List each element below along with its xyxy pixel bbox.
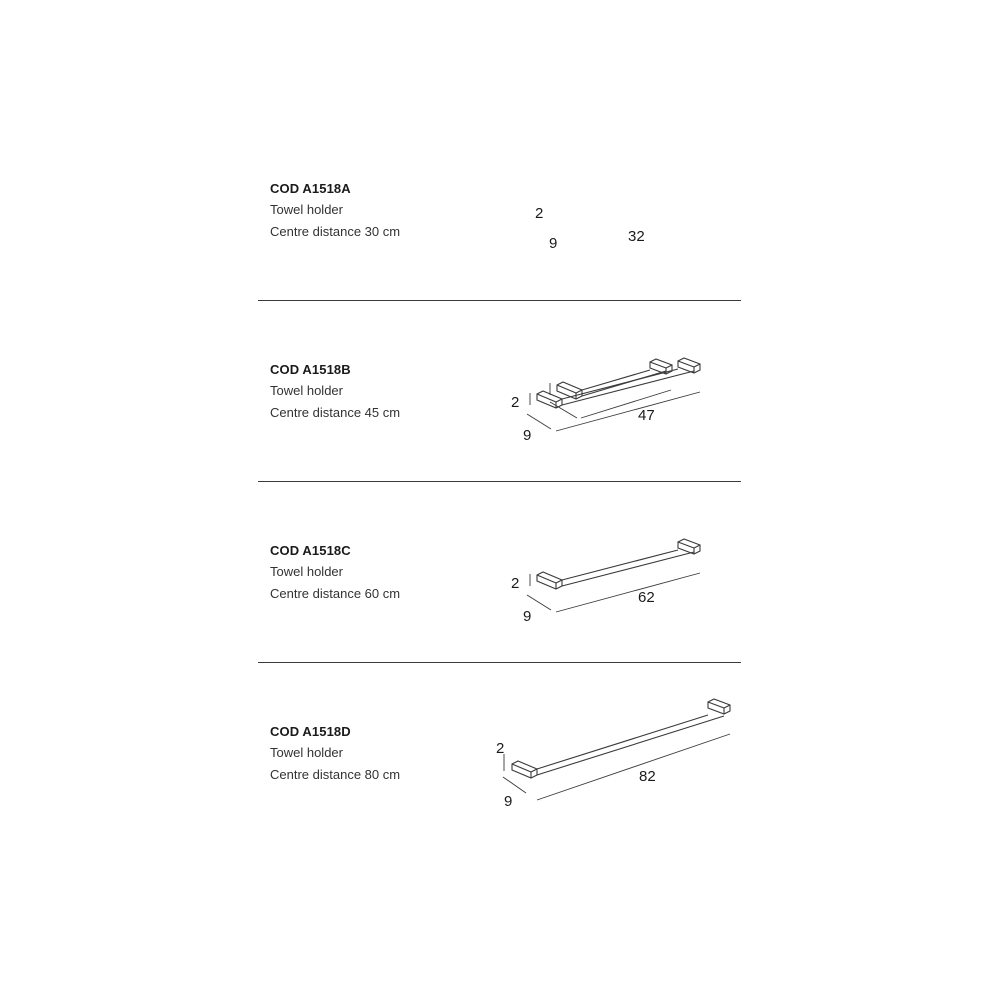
product-centre-distance: Centre distance 80 cm (270, 766, 401, 782)
height-dimension: 2 (535, 205, 544, 222)
product-code: COD A1518D (270, 724, 351, 739)
product-centre-distance: Centre distance 45 cm (270, 404, 401, 420)
product-type: Towel holder (270, 202, 343, 217)
divider (258, 481, 741, 482)
product-code: COD A1518B (270, 362, 351, 377)
towel-holder-drawing (0, 359, 1000, 459)
product-code: COD A1518C (270, 543, 351, 558)
product-centre-distance: Centre distance 30 cm (270, 223, 401, 239)
product-code: COD A1518A (270, 181, 351, 196)
depth-dimension: 9 (523, 608, 532, 625)
length-dimension: 62 (638, 589, 655, 606)
length-dimension: 47 (638, 407, 655, 424)
product-type: Towel holder (270, 745, 343, 760)
depth-dimension: 9 (523, 427, 532, 444)
towel-holder-drawing (0, 178, 1000, 278)
divider (258, 300, 741, 301)
depth-dimension: 9 (549, 235, 558, 252)
height-dimension: 2 (511, 575, 520, 592)
towel-holder-drawing (0, 721, 1000, 821)
product-centre-distance: Centre distance 60 cm (270, 585, 401, 601)
height-dimension: 2 (511, 394, 520, 411)
product-type: Towel holder (270, 564, 343, 579)
length-dimension: 32 (628, 228, 645, 245)
depth-dimension: 9 (504, 793, 513, 810)
length-dimension: 82 (639, 768, 656, 785)
product-type: Towel holder (270, 383, 343, 398)
height-dimension: 2 (496, 740, 505, 757)
towel-holder-drawing (0, 540, 1000, 640)
divider (258, 662, 741, 663)
